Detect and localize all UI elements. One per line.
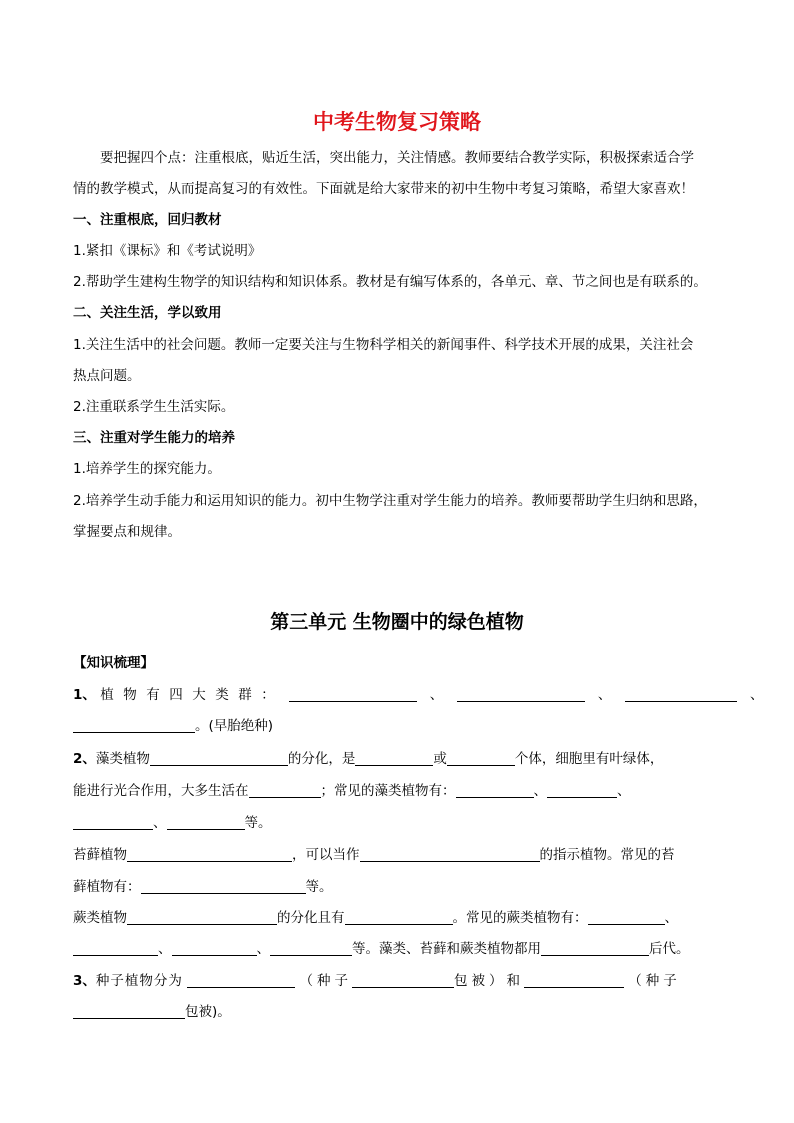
question-text: 苔藓植物: [73, 847, 127, 863]
question-text: 种子植物分为: [95, 973, 183, 989]
intro-paragraph-line-1: 要把握四个点：注重根底，贴近生活，突出能力，关注情感。教师要结合教学实际，积极探索适合学: [100, 150, 694, 166]
blank-field[interactable]: [541, 941, 649, 956]
question-text: 包被)。: [185, 1004, 231, 1020]
separator: 、: [664, 910, 678, 926]
question-text: 等。: [305, 879, 333, 895]
blank-field[interactable]: [457, 687, 585, 702]
blank-field[interactable]: [167, 815, 245, 830]
separator: 、: [153, 815, 167, 831]
question-text: （种子: [628, 973, 681, 989]
separator: 、: [533, 783, 547, 799]
question-text: 的指示植物。常见的苔: [539, 847, 675, 863]
blank-field[interactable]: [73, 941, 158, 956]
question-number: 3、: [73, 973, 96, 989]
blank-field[interactable]: [289, 687, 417, 702]
blank-field[interactable]: [73, 815, 153, 830]
blank-field[interactable]: [172, 941, 257, 956]
question-number: 1、: [73, 687, 96, 703]
blank-field[interactable]: [355, 751, 433, 766]
question-2-line-6: [73, 906, 678, 926]
blank-field[interactable]: [352, 973, 454, 988]
separator: 、: [597, 687, 612, 703]
separator: 、: [256, 941, 270, 957]
question-1-line-1: [73, 683, 763, 703]
question-text: 藻类植物: [95, 751, 150, 767]
unit-title: 第三单元 生物圈中的绿色植物: [270, 611, 524, 633]
blank-field[interactable]: [73, 718, 195, 733]
section-2-item-2: 2.注重联系学生生活实际。: [73, 399, 235, 415]
question-text: 包被）和: [454, 973, 524, 989]
question-text: 。(早胎绝种): [195, 718, 274, 734]
section-3-item-2-line-1: 2.培养学生动手能力和运用知识的能力。初中生物学注重对学生能力的培养。教师要帮助学生归纳和思路，: [73, 493, 707, 509]
blank-field[interactable]: [447, 751, 515, 766]
question-text: 等。藻类、苔藓和蕨类植物都用: [352, 941, 541, 957]
question-1-line-2: [73, 714, 273, 734]
question-text: 藓植物有：: [73, 879, 141, 895]
question-text: 能进行光合作用，大多生活在: [73, 783, 249, 799]
separator: 、: [749, 687, 764, 703]
knowledge-heading: 【知识梳理】: [73, 655, 154, 671]
question-2-line-3: [73, 811, 272, 831]
question-text: 的分化，是: [287, 751, 356, 767]
question-text: ；常见的藻类植物有：: [320, 783, 456, 799]
blank-field[interactable]: [360, 847, 540, 862]
question-2-line-4: [73, 843, 675, 863]
blank-field[interactable]: [73, 1004, 185, 1019]
blank-field[interactable]: [150, 751, 288, 766]
blank-field[interactable]: [625, 687, 737, 702]
question-text: 后代。: [649, 941, 690, 957]
intro-paragraph-line-2: 情的教学模式，从而提高复习的有效性。下面就是给大家带来的初中生物中考复习策略，希望大家喜欢！: [73, 181, 694, 197]
document-title: 中考生物复习策略: [313, 110, 481, 134]
question-text: 或: [433, 751, 447, 767]
question-number: 2、: [73, 751, 96, 767]
blank-field[interactable]: [127, 910, 277, 925]
separator: 、: [617, 783, 631, 799]
blank-field[interactable]: [187, 973, 295, 988]
section-1-heading: 一、注重根底，回归教材: [73, 212, 222, 228]
blank-field[interactable]: [127, 847, 292, 862]
blank-field[interactable]: [547, 783, 617, 798]
question-text: 。常见的蕨类植物有：: [452, 910, 588, 926]
question-text: 蕨类植物: [73, 910, 127, 926]
question-text: 的分化且有: [277, 910, 345, 926]
section-3-item-2-line-2: 掌握要点和规律。: [73, 524, 181, 540]
question-text: （种子: [299, 973, 352, 989]
section-2-heading: 二、关注生活，学以致用: [73, 305, 222, 321]
question-2-line-7: [73, 937, 690, 957]
section-2-item-1-line-1: 1.关注生活中的社会问题。教师一定要关注与生物科学相关的新闻事件、科学技术开展的成果，关注社会: [73, 337, 694, 353]
question-text: 个体，细胞里有叶绿体，: [514, 751, 664, 767]
question-2-line-2: [73, 779, 631, 799]
question-2-line-5: [73, 875, 333, 895]
question-3-line-1: [73, 969, 681, 989]
question-text: 等。: [244, 815, 272, 831]
section-1-item-1: 1.紧扣《课标》和《考试说明》: [73, 243, 262, 259]
blank-field[interactable]: [524, 973, 624, 988]
section-3-item-1: 1.培养学生的探究能力。: [73, 461, 221, 477]
section-3-heading: 三、注重对学生能力的培养: [73, 430, 235, 446]
question-text: 植物有四大类群：: [100, 687, 285, 703]
blank-field[interactable]: [141, 879, 306, 894]
question-3-line-2: [73, 1000, 231, 1020]
blank-field[interactable]: [249, 783, 321, 798]
blank-field[interactable]: [345, 910, 453, 925]
question-2-line-1: [73, 747, 663, 767]
blank-field[interactable]: [456, 783, 534, 798]
section-2-item-1-line-2: 热点问题。: [73, 368, 141, 384]
question-text: ，可以当作: [292, 847, 360, 863]
blank-field[interactable]: [270, 941, 352, 956]
separator: 、: [429, 687, 444, 703]
blank-field[interactable]: [588, 910, 665, 925]
separator: 、: [158, 941, 172, 957]
section-1-item-2: 2.帮助学生建构生物学的知识结构和知识体系。教材是有编写体系的，各单元、章、节之间也是有联系的。: [73, 274, 707, 290]
